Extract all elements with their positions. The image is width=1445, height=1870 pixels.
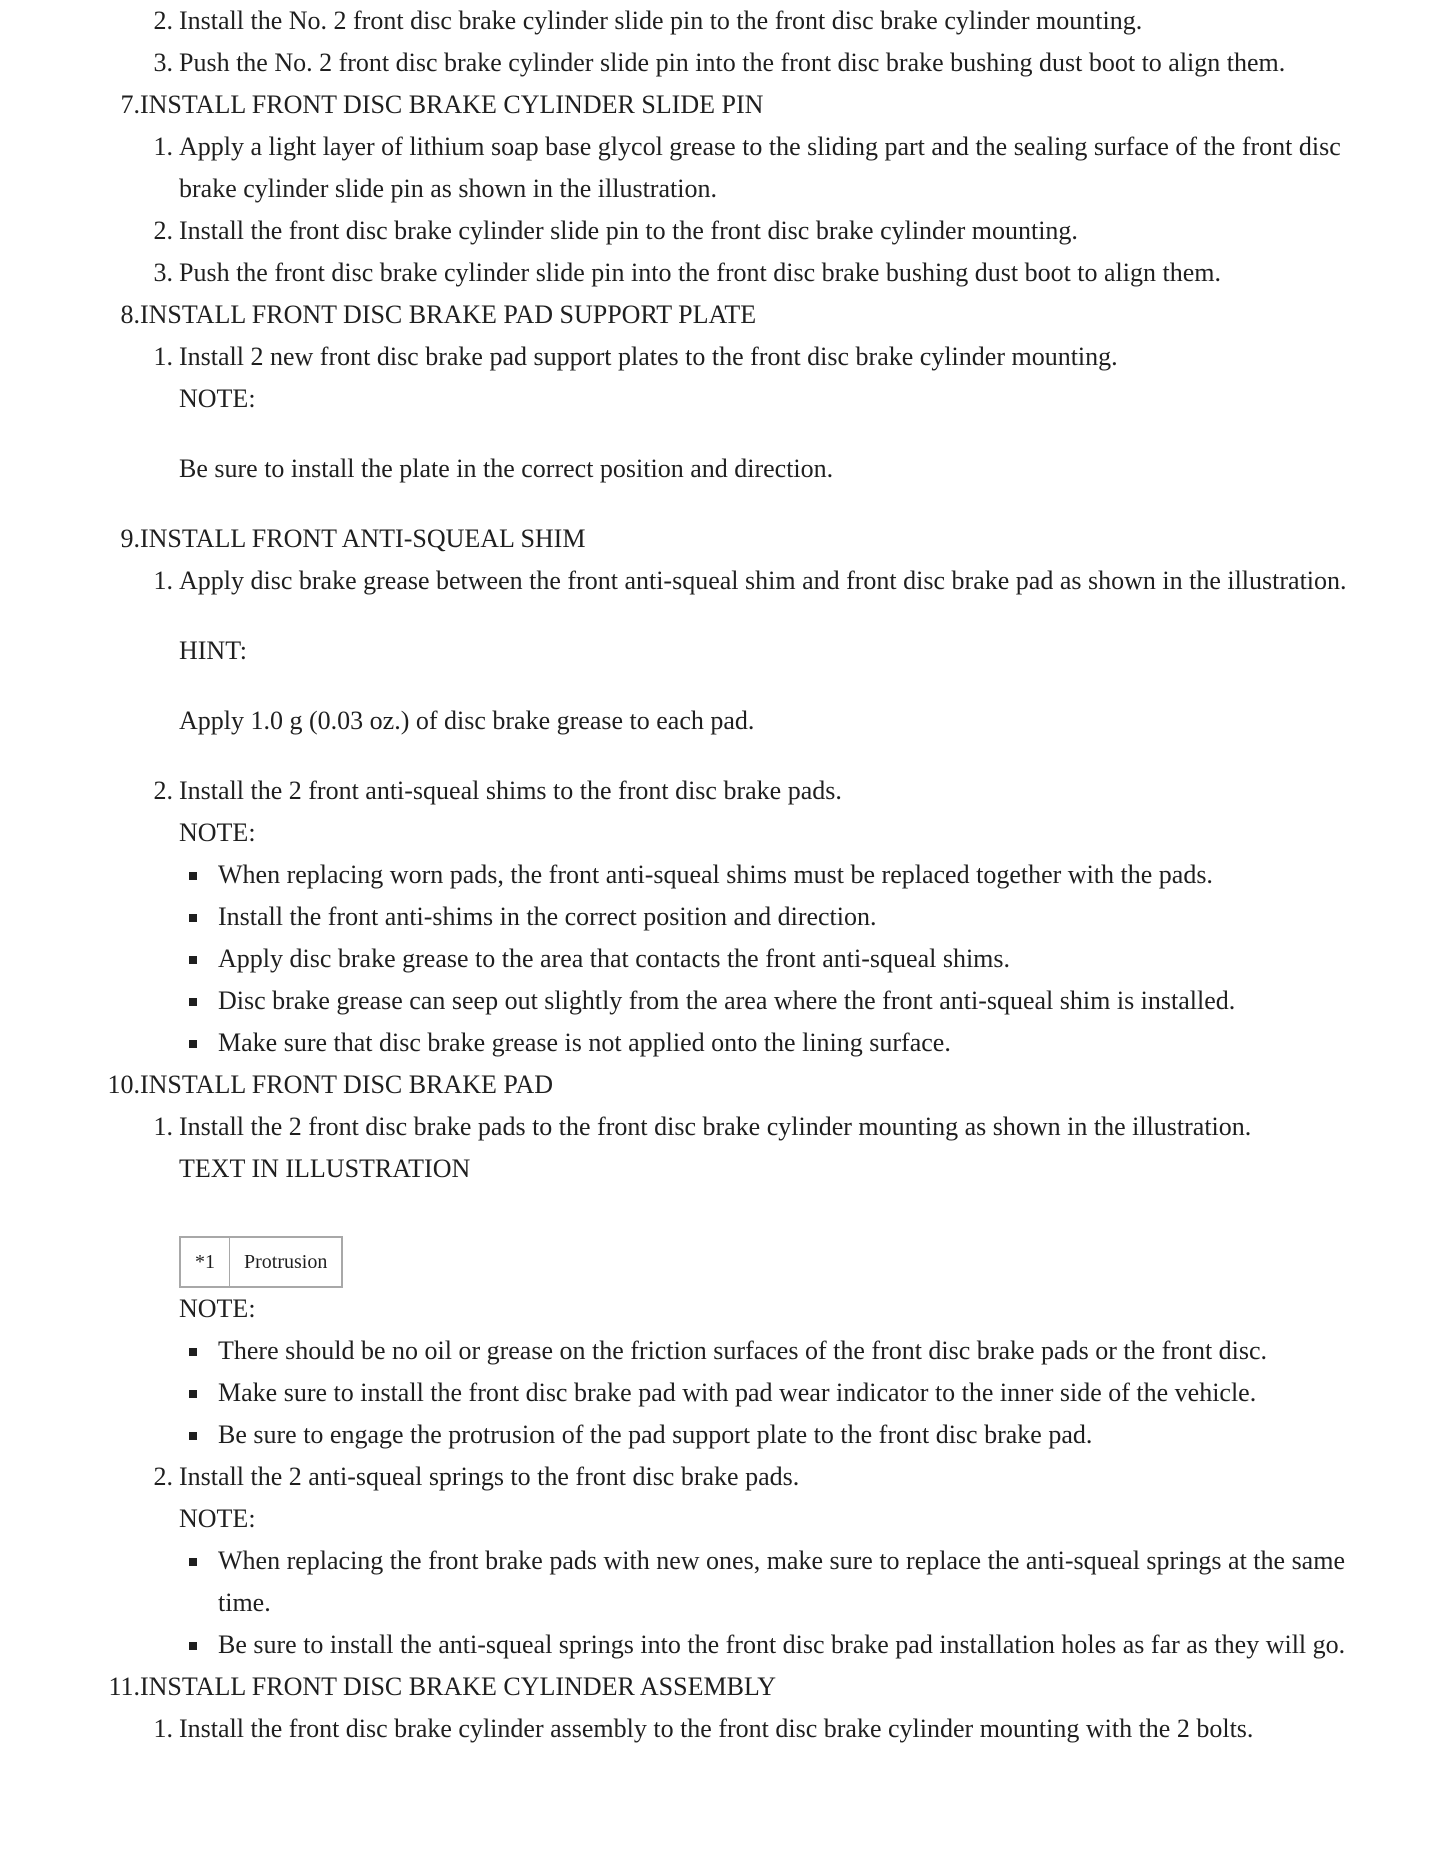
legend-key: *1	[180, 1237, 230, 1287]
note-label: NOTE:	[179, 818, 256, 847]
note-label: NOTE:	[179, 1294, 256, 1323]
bullet-square-icon	[189, 1040, 197, 1048]
step-7-heading: 7. INSTALL FRONT DISC BRAKE CYLINDER SLIDE PIN	[120, 90, 764, 119]
bullet-item: When replacing worn pads, the front anti-squeal shims must be replaced together with the pads.	[0, 854, 1358, 896]
s6-substep-2: 2. Install the No. 2 front disc brake cylinder slide pin to the front disc brake cylinder mounting.	[153, 6, 1143, 35]
bullet-item: Apply disc brake grease to the area that contacts the front anti-squeal shims.	[0, 938, 1358, 980]
s7-substep-3: 3. Push the front disc brake cylinder slide pin into the front disc brake bushing dust boot to align them.	[153, 258, 1221, 287]
bullet-item: Be sure to engage the protrusion of the pad support plate to the front disc brake pad.	[0, 1414, 1358, 1456]
bullet-square-icon	[189, 998, 197, 1006]
s9-substep-1: 1. Apply disc brake grease between the front anti-squeal shim and front disc brake pad as shown in the illustration.	[153, 566, 1347, 595]
bullet-item: Make sure to install the front disc brake pad with pad wear indicator to the inner side of the vehicle.	[0, 1372, 1358, 1414]
s9-substep-2: 2. Install the 2 front anti-squeal shims to the front disc brake pads.	[153, 776, 842, 805]
s10-substep-1: 1. Install the 2 front disc brake pads to the front disc brake cylinder mounting as shown in the illustration.	[153, 1112, 1252, 1141]
s8-substep-1: 1. Install 2 new front disc brake pad support plates to the front disc brake cylinder mounting.	[153, 342, 1118, 371]
bullet-square-icon	[189, 1390, 197, 1398]
bullet-item: When replacing the front brake pads with new ones, make sure to replace the anti-squeal springs at the same time.	[0, 1540, 1358, 1624]
bullet-item: Install the front anti-shims in the correct position and direction.	[0, 896, 1358, 938]
note-text: Be sure to install the plate in the correct position and direction.	[179, 454, 834, 483]
bullet-item: Disc brake grease can seep out slightly from the area where the front anti-squeal shim is installed.	[0, 980, 1358, 1022]
step-10-heading: 10. INSTALL FRONT DISC BRAKE PAD	[107, 1070, 554, 1099]
bullet-square-icon	[189, 1642, 197, 1650]
step-11-heading: 11. INSTALL FRONT DISC BRAKE CYLINDER ASSEMBLY	[108, 1672, 776, 1701]
s11-substep-1: 1. Install the front disc brake cylinder assembly to the front disc brake cylinder mounting with the 2 bolts.	[153, 1714, 1254, 1743]
table-row	[180, 1237, 342, 1287]
hint-text: Apply 1.0 g (0.03 oz.) of disc brake grease to each pad.	[179, 706, 755, 735]
legend-value: Protrusion	[230, 1237, 343, 1287]
s7-substep-1: 1. Apply a light layer of lithium soap base glycol grease to the sliding part and the sealing surface of the front disc brake cylinder slide pin as shown in the illustration.	[153, 132, 1341, 203]
bullet-square-icon	[189, 1558, 197, 1566]
step-9-heading: 9. INSTALL FRONT ANTI-SQUEAL SHIM	[120, 524, 586, 553]
bullet-item: Be sure to install the anti-squeal springs into the front disc brake pad installation holes as far as they will go.	[0, 1624, 1358, 1666]
note-label: NOTE:	[179, 1504, 256, 1533]
s7-substep-2: 2. Install the front disc brake cylinder slide pin to the front disc brake cylinder mounting.	[153, 216, 1078, 245]
bullet-square-icon	[189, 1432, 197, 1440]
s6-substep-3: 3. Push the No. 2 front disc brake cylinder slide pin into the front disc brake bushing dust boot to align them.	[153, 48, 1286, 77]
s10-substep-2: 2. Install the 2 anti-squeal springs to the front disc brake pads.	[153, 1462, 800, 1491]
bullet-square-icon	[189, 914, 197, 922]
illustration-label: TEXT IN ILLUSTRATION	[179, 1154, 471, 1183]
note-label: NOTE:	[179, 384, 256, 413]
step-8-heading: 8. INSTALL FRONT DISC BRAKE PAD SUPPORT PLATE	[120, 300, 757, 329]
bullet-square-icon	[189, 956, 197, 964]
illustration-legend-table	[179, 1236, 343, 1288]
bullet-item: Make sure that disc brake grease is not applied onto the lining surface.	[0, 1022, 1358, 1064]
bullet-square-icon	[189, 1348, 197, 1356]
bullet-item: There should be no oil or grease on the friction surfaces of the front disc brake pads or the front disc.	[0, 1330, 1358, 1372]
bullet-square-icon	[189, 872, 197, 880]
hint-label: HINT:	[179, 636, 248, 665]
